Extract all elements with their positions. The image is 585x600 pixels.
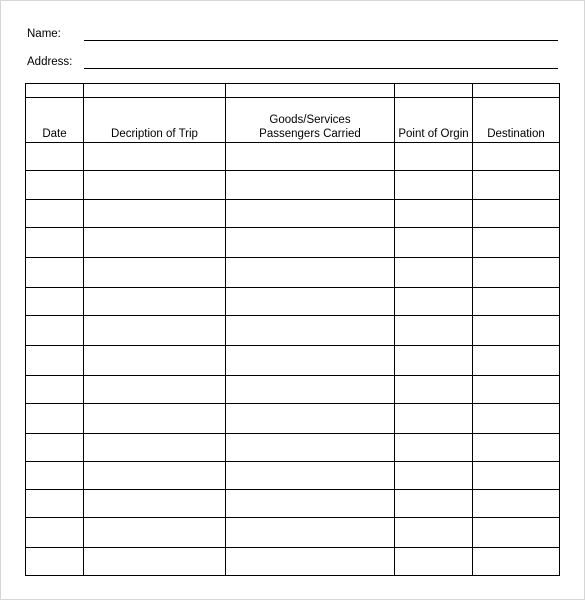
spacer-cell <box>473 84 560 98</box>
origin-cell[interactable] <box>395 288 473 316</box>
table-row <box>26 490 560 518</box>
table-row <box>26 548 560 576</box>
description-cell[interactable] <box>84 490 226 518</box>
description-cell[interactable] <box>84 462 226 490</box>
date-cell[interactable] <box>26 288 84 316</box>
goods-cell[interactable] <box>226 258 395 288</box>
table-body <box>26 143 560 576</box>
header-description: Decription of Trip <box>84 98 226 143</box>
origin-cell[interactable] <box>395 143 473 171</box>
table-row <box>26 171 560 200</box>
date-cell[interactable] <box>26 434 84 462</box>
table-row <box>26 258 560 288</box>
description-cell[interactable] <box>84 171 226 200</box>
table-row <box>26 316 560 346</box>
description-cell[interactable] <box>84 518 226 548</box>
goods-cell[interactable] <box>226 490 395 518</box>
table-row <box>26 200 560 228</box>
date-cell[interactable] <box>26 462 84 490</box>
destination-cell[interactable] <box>473 200 560 228</box>
spacer-cell <box>226 84 395 98</box>
address-field-line[interactable] <box>84 68 558 69</box>
date-cell[interactable] <box>26 171 84 200</box>
destination-cell[interactable] <box>473 518 560 548</box>
table-row <box>26 288 560 316</box>
header-goods-services: Goods/Services Passengers Carried <box>226 98 395 143</box>
destination-cell[interactable] <box>473 288 560 316</box>
goods-cell[interactable] <box>226 288 395 316</box>
goods-cell[interactable] <box>226 200 395 228</box>
origin-cell[interactable] <box>395 376 473 404</box>
header-point-of-origin: Point of Orgin <box>395 98 473 143</box>
origin-cell[interactable] <box>395 200 473 228</box>
destination-cell[interactable] <box>473 228 560 258</box>
goods-cell[interactable] <box>226 316 395 346</box>
table-row <box>26 434 560 462</box>
goods-cell[interactable] <box>226 228 395 258</box>
date-cell[interactable] <box>26 548 84 576</box>
origin-cell[interactable] <box>395 404 473 434</box>
date-cell[interactable] <box>26 490 84 518</box>
trip-log-table <box>25 83 560 576</box>
date-cell[interactable] <box>26 200 84 228</box>
table-row <box>26 346 560 376</box>
header-date: Date <box>26 98 84 143</box>
goods-cell[interactable] <box>226 434 395 462</box>
name-label: Name: <box>27 28 61 40</box>
description-cell[interactable] <box>84 258 226 288</box>
destination-cell[interactable] <box>473 548 560 576</box>
origin-cell[interactable] <box>395 228 473 258</box>
origin-cell[interactable] <box>395 171 473 200</box>
goods-cell[interactable] <box>226 376 395 404</box>
description-cell[interactable] <box>84 548 226 576</box>
description-cell[interactable] <box>84 346 226 376</box>
table-row <box>26 143 560 171</box>
origin-cell[interactable] <box>395 490 473 518</box>
table-row <box>26 376 560 404</box>
table-header-row <box>26 98 560 143</box>
destination-cell[interactable] <box>473 316 560 346</box>
destination-cell[interactable] <box>473 258 560 288</box>
destination-cell[interactable] <box>473 346 560 376</box>
spacer-cell <box>395 84 473 98</box>
description-cell[interactable] <box>84 228 226 258</box>
goods-cell[interactable] <box>226 548 395 576</box>
goods-cell[interactable] <box>226 346 395 376</box>
destination-cell[interactable] <box>473 434 560 462</box>
table-row <box>26 462 560 490</box>
goods-cell[interactable] <box>226 143 395 171</box>
description-cell[interactable] <box>84 288 226 316</box>
date-cell[interactable] <box>26 316 84 346</box>
table-top-spacer-row <box>26 84 560 98</box>
description-cell[interactable] <box>84 316 226 346</box>
description-cell[interactable] <box>84 404 226 434</box>
description-cell[interactable] <box>84 143 226 171</box>
goods-cell[interactable] <box>226 404 395 434</box>
origin-cell[interactable] <box>395 462 473 490</box>
origin-cell[interactable] <box>395 258 473 288</box>
date-cell[interactable] <box>26 143 84 171</box>
origin-cell[interactable] <box>395 434 473 462</box>
destination-cell[interactable] <box>473 404 560 434</box>
goods-cell[interactable] <box>226 518 395 548</box>
date-cell[interactable] <box>26 228 84 258</box>
description-cell[interactable] <box>84 376 226 404</box>
origin-cell[interactable] <box>395 518 473 548</box>
name-field-line[interactable] <box>84 40 558 41</box>
destination-cell[interactable] <box>473 462 560 490</box>
date-cell[interactable] <box>26 404 84 434</box>
spacer-cell <box>26 84 84 98</box>
address-label: Address: <box>27 56 73 68</box>
date-cell[interactable] <box>26 376 84 404</box>
description-cell[interactable] <box>84 200 226 228</box>
goods-cell[interactable] <box>226 171 395 200</box>
table-row <box>26 404 560 434</box>
destination-cell[interactable] <box>473 376 560 404</box>
origin-cell[interactable] <box>395 316 473 346</box>
date-cell[interactable] <box>26 346 84 376</box>
origin-cell[interactable] <box>395 548 473 576</box>
destination-cell[interactable] <box>473 490 560 518</box>
table-row <box>26 518 560 548</box>
destination-cell[interactable] <box>473 143 560 171</box>
table-row <box>26 228 560 258</box>
origin-cell[interactable] <box>395 346 473 376</box>
header-destination: Destination <box>473 98 560 143</box>
goods-cell[interactable] <box>226 462 395 490</box>
destination-cell[interactable] <box>473 171 560 200</box>
date-cell[interactable] <box>26 518 84 548</box>
description-cell[interactable] <box>84 434 226 462</box>
spacer-cell <box>84 84 226 98</box>
date-cell[interactable] <box>26 258 84 288</box>
